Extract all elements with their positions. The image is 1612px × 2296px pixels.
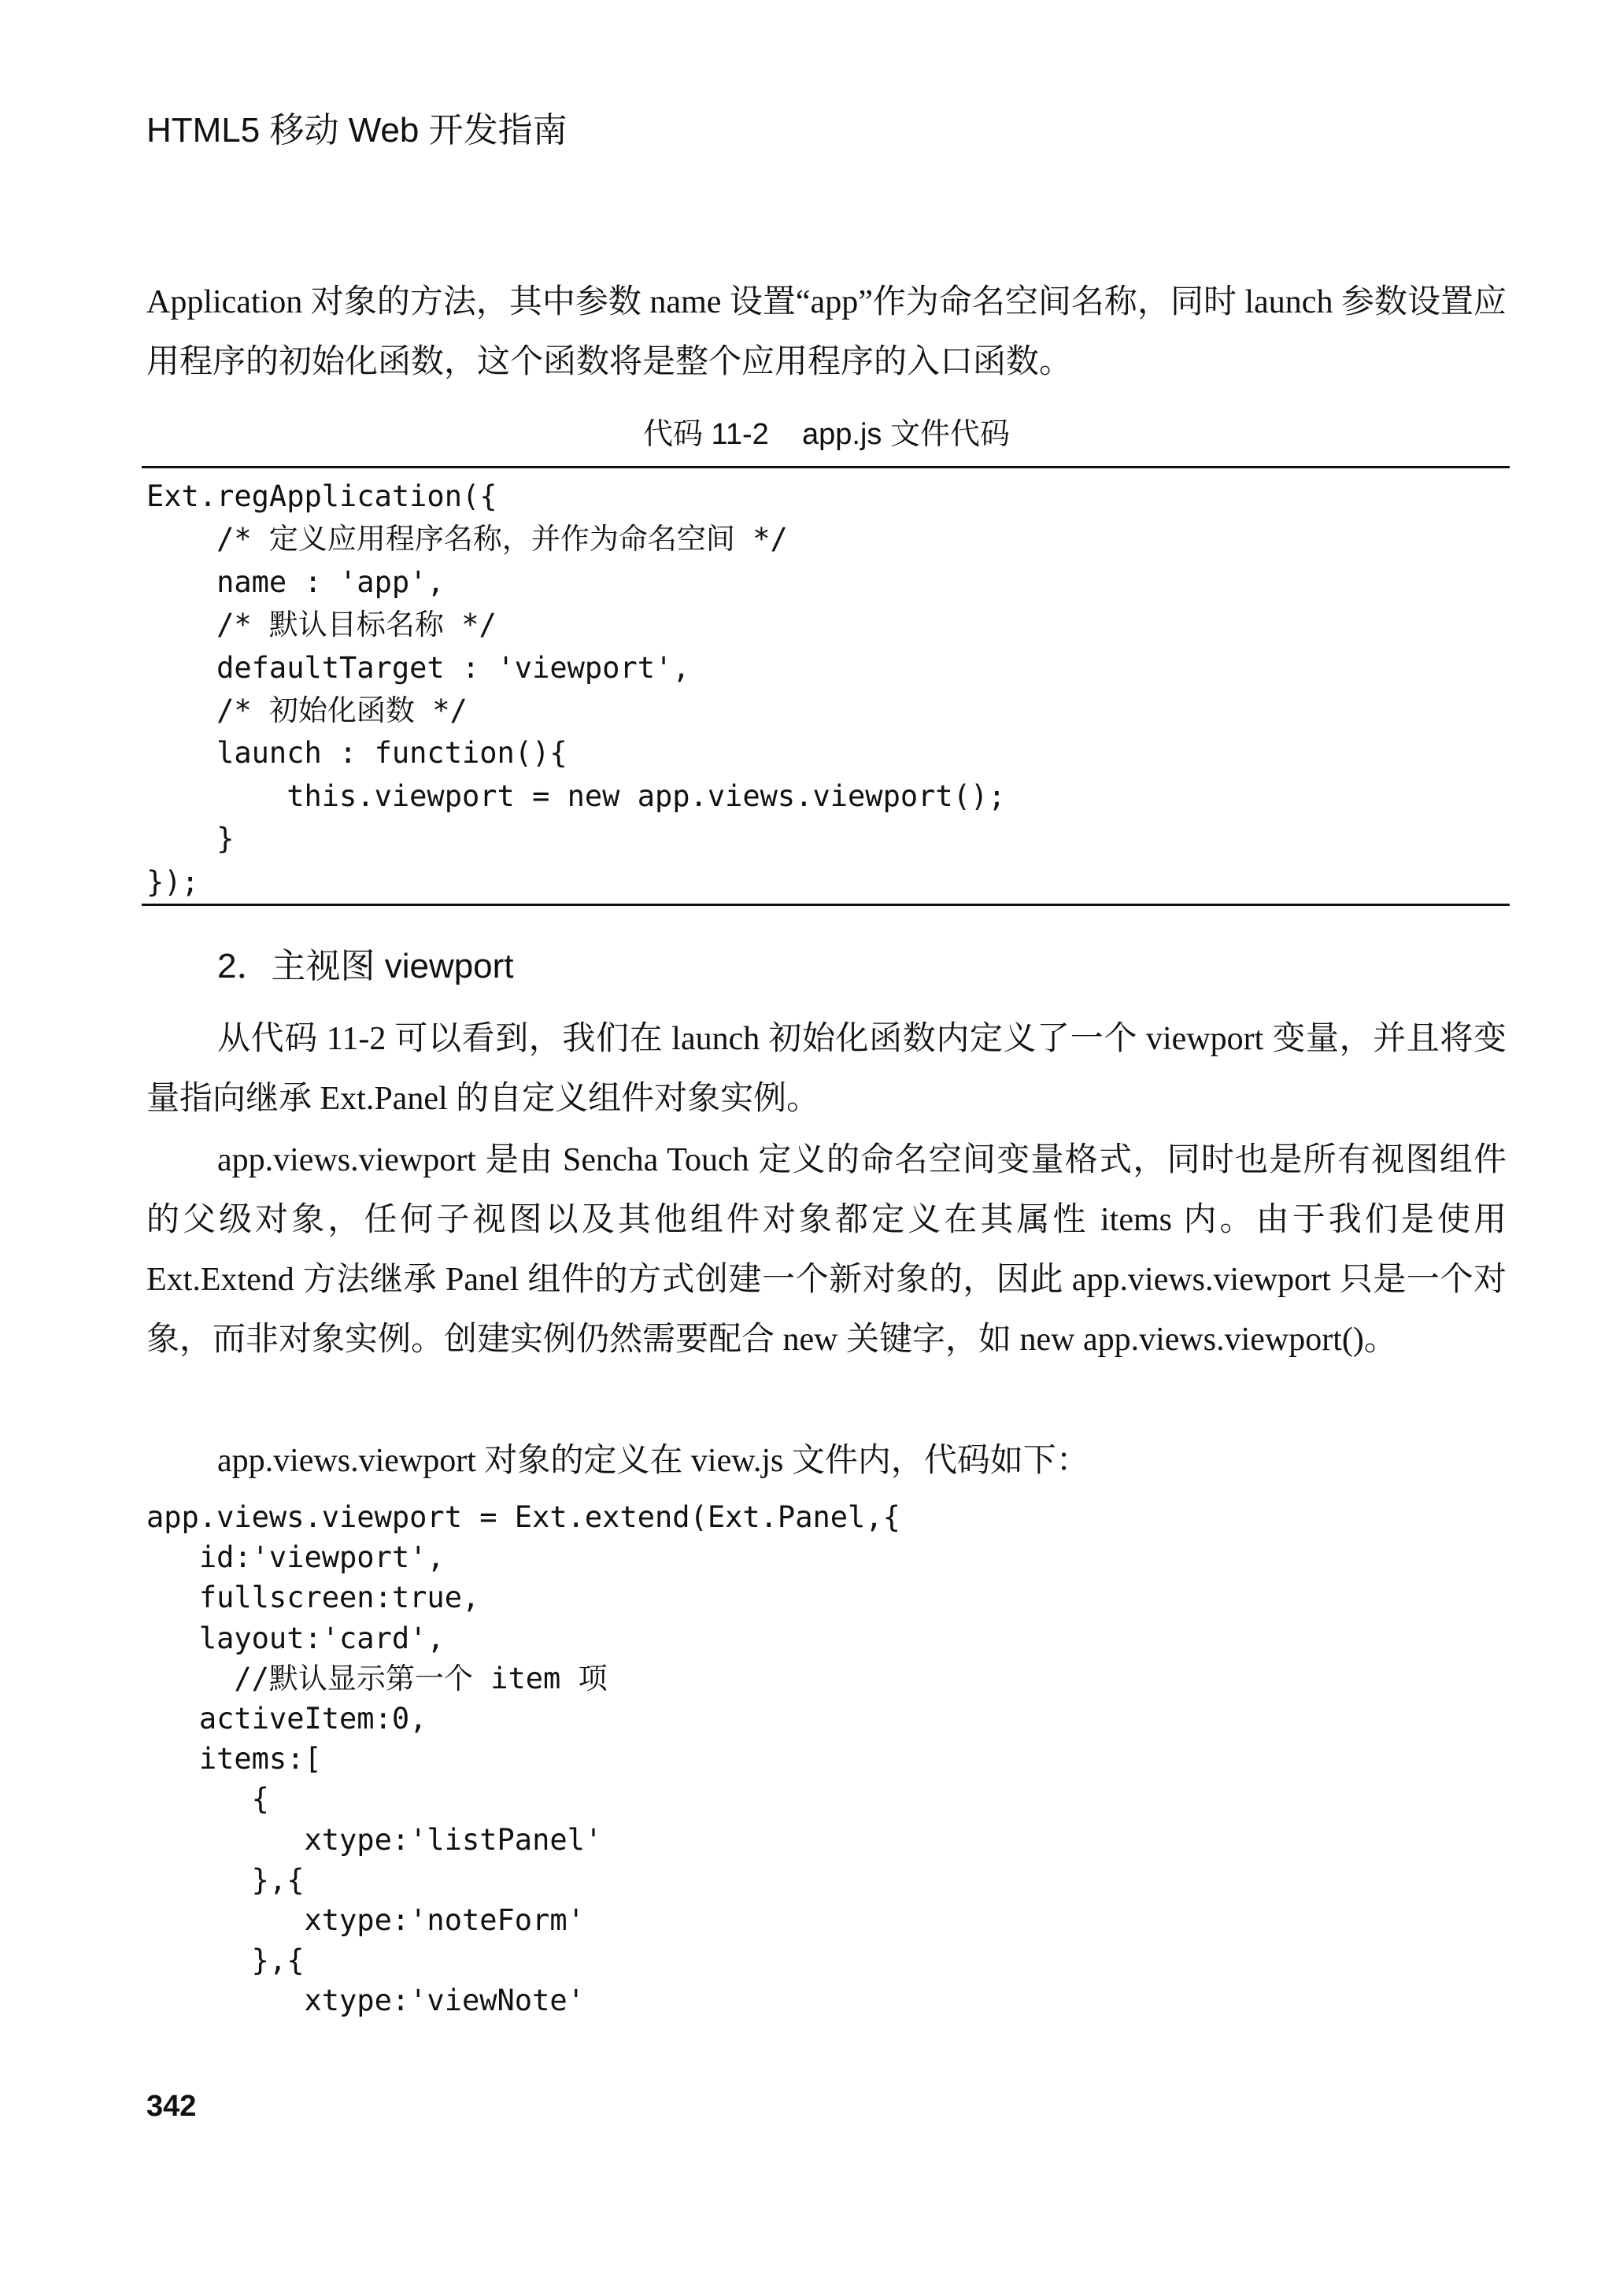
code-listing-caption: 代码 11-2 app.js 文件代码 [643, 418, 1010, 451]
section-heading: 2．主视图 viewport [217, 947, 514, 985]
running-header-book-title: HTML5 移动 Web 开发指南 [146, 111, 568, 150]
body-paragraph-1: 从代码 11-2 可以看到，我们在 launch 初始化函数内定义了一个 viewport 变量，并且将变量指向继承 Ext.Panel 的自定义组件对象实例。 [146, 1021, 1507, 1117]
listing-bottom-rule [142, 904, 1510, 906]
body-paragraph-2: app.views.viewport 是由 Sencha Touch 定义的命名空间变量格式，同时也是所有视图组件的父级对象，任何子视图以及其他组件对象都定义在其属性 items 内。由于我们是使用 Ext.Extend 方法继承 Panel 组件的方式创建一个新对象的，因此 app.views.viewport 只是一个对象，而非对象实例。创建实例仍然需要配合 new 关键字，如 new app.views.viewport()。 [146, 1142, 1507, 1358]
viewport-code-snippet: app.views.viewport = Ext.extend(Ext.Panel,{ id:'viewport', fullscreen:true, layout:'card', //默认显示第一个 item 项 activeItem:0, items:[ { xtype:'listPanel' },{ xtype:'noteForm' },{ xtype:'viewNote' [146, 1500, 900, 2018]
intro-paragraph: Application 对象的方法，其中参数 name 设置“app”作为命名空间名称，同时 launch 参数设置应用程序的初始化函数，这个函数将是整个应用程序的入口函数。 [146, 284, 1507, 380]
listing-top-rule [142, 466, 1510, 468]
app-js-code-listing: Ext.regApplication({ /* 定义应用程序名称，并作为命名空间 */ name : 'app', /* 默认目标名称 */ defaultTarget : 'viewport', /* 初始化函数 */ launch : function(){ this.viewport = new app.views.viewport(); } }); [146, 479, 1006, 899]
page-number: 342 [146, 2090, 197, 2123]
body-paragraph-3: app.views.viewport 对象的定义在 view.js 文件内，代码如下： [217, 1443, 1089, 1479]
